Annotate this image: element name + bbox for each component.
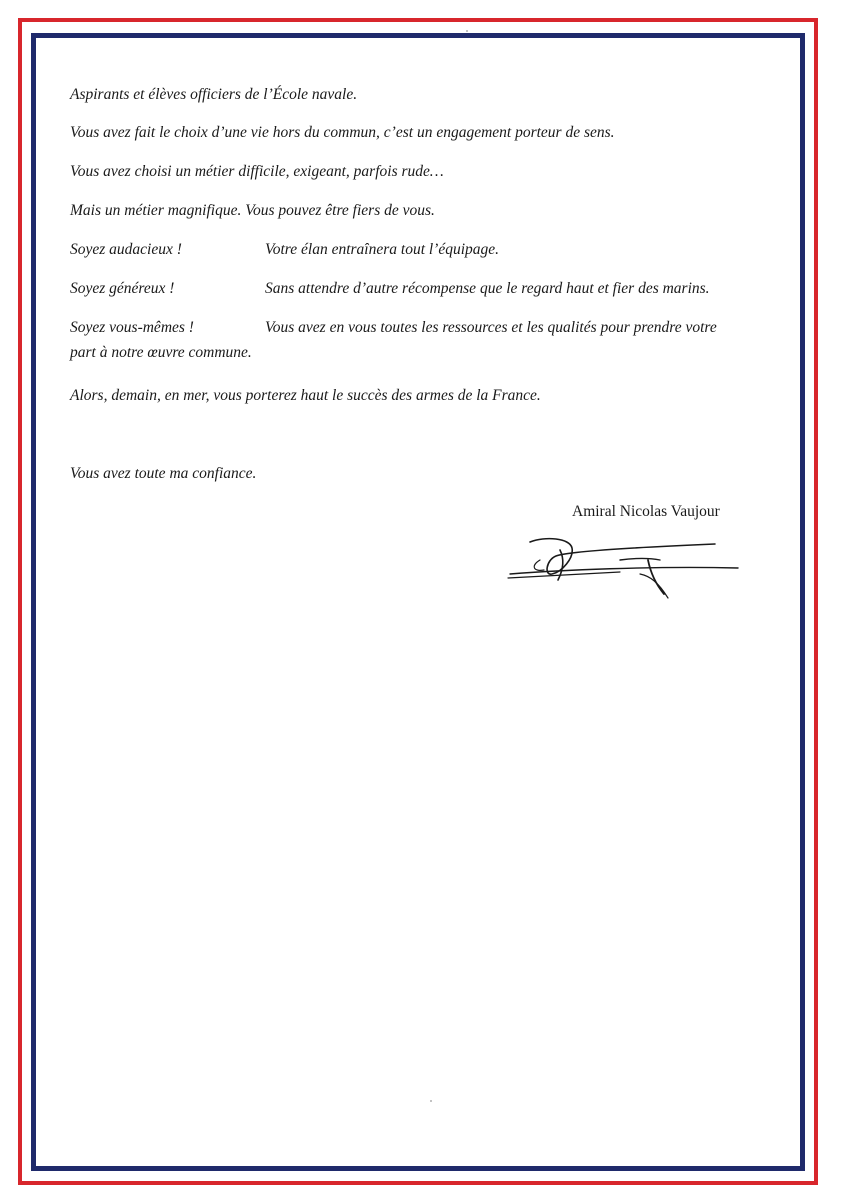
letter-conclusion: Alors, demain, en mer, vous porterez haut le succès des armes de la France.: [70, 387, 541, 404]
letter-closing: Vous avez toute ma confiance.: [70, 465, 257, 482]
virtue-continuation: part à notre œuvre commune.: [70, 344, 252, 361]
signer-name: Amiral Nicolas Vaujour: [572, 503, 720, 520]
letter-paragraph: Vous avez fait le choix d’une vie hors du commun, c’est un engagement porteur de sens.: [70, 124, 615, 141]
virtue-row: [70, 237, 780, 263]
virtue-text: Sans attendre d’autre récompense que le regard haut et fier des marins.: [265, 280, 710, 297]
virtue-label: Soyez généreux !: [70, 280, 175, 297]
virtue-text: Vous avez en vous toutes les ressources et les qualités pour prendre votre: [265, 319, 717, 336]
letter-greeting: Aspirants et élèves officiers de l’École navale.: [70, 86, 358, 103]
scan-speck: [430, 1100, 432, 1102]
virtue-text: Votre élan entraînera tout l’équipage.: [265, 241, 500, 258]
handwritten-signature: [500, 530, 750, 610]
virtue-label: Soyez audacieux !: [70, 241, 182, 258]
letter-paragraph: Mais un métier magnifique. Vous pouvez être fiers de vous.: [70, 202, 435, 219]
letter-paragraph: Vous avez choisi un métier difficile, exigeant, parfois rude…: [70, 163, 444, 180]
virtue-row: [70, 315, 780, 367]
scan-speck: [466, 30, 468, 32]
virtue-row: [70, 276, 780, 302]
virtue-label: Soyez vous-mêmes !: [70, 319, 194, 336]
